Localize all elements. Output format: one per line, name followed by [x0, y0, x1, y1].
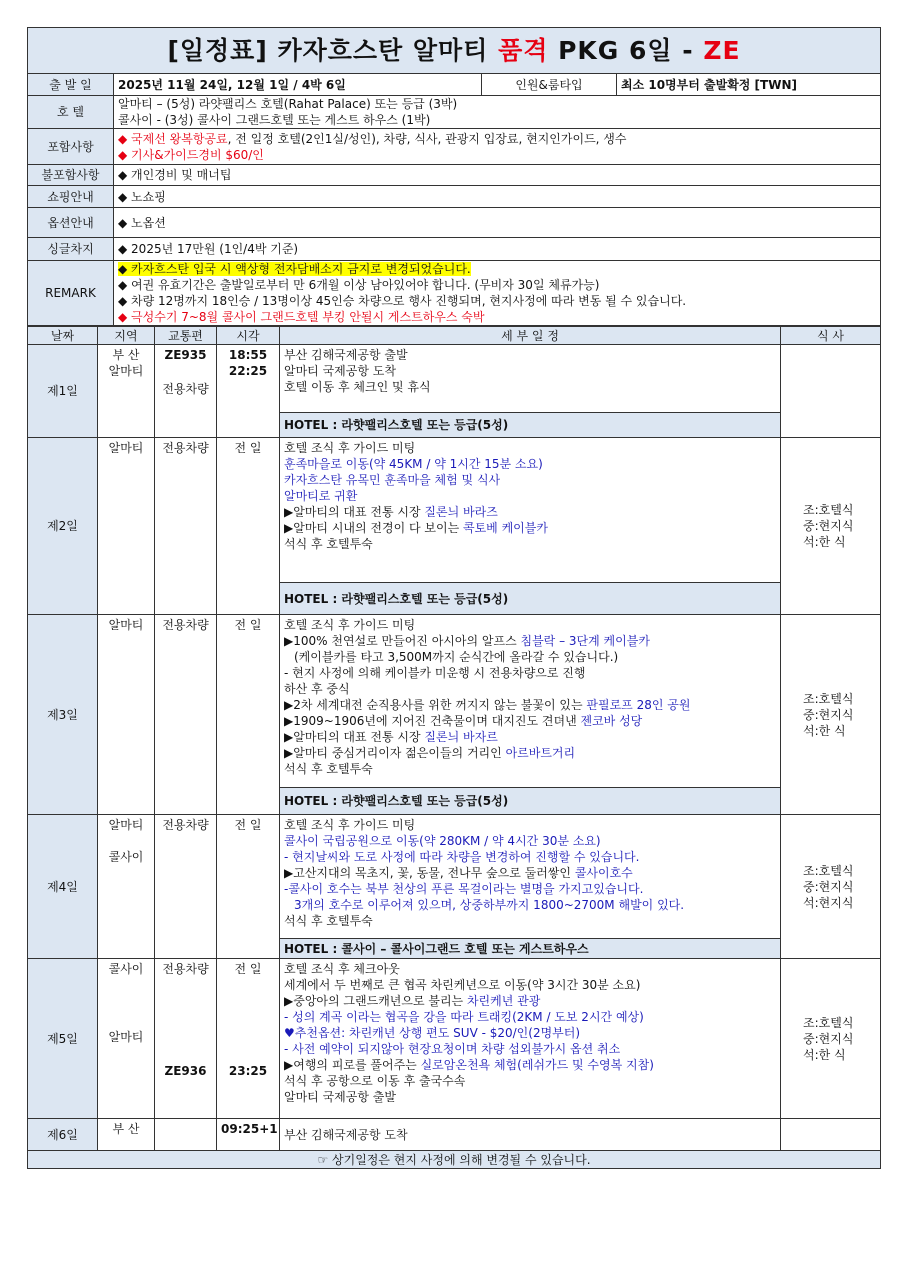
title-part4: ZE: [703, 36, 741, 65]
day2-line-6b: 콕토베 케이블카: [463, 521, 548, 535]
day2-line-1: 호텔 조식 후 가이드 미팅: [284, 441, 416, 455]
day3-line-2b: 침블락 – 3단계 케이블카: [520, 634, 650, 648]
day3-meal-1: 조:호텔식: [803, 691, 854, 706]
day3-line-4: - 현지 사정에 의해 케이블카 미운행 시 전용차량으로 진행: [284, 666, 586, 680]
day5-row: [28, 959, 881, 1119]
schedule-table: [27, 326, 881, 1169]
day5-line-1: 호텔 조식 후 체크아웃: [284, 962, 400, 976]
header-transport: 교통편: [155, 327, 217, 345]
day5-meal: [781, 959, 881, 1119]
day6-time-1: 09:25+1: [217, 1119, 280, 1151]
day5-line-4: - 성의 계곡 이라는 협곡을 강을 따라 트래킹(2KM / 도보 2시간 예상): [284, 1010, 644, 1024]
day3-line-10: 석식 후 호텔투숙: [284, 762, 373, 776]
room-value: 최소 10명부터 출발확정 [TWN]: [617, 74, 881, 96]
day5-detail: [280, 959, 781, 1119]
departure-label: 출 발 일: [28, 74, 114, 96]
day4-label: 제4일: [28, 815, 98, 959]
day5-meal-1: 조:호텔식: [803, 1015, 854, 1030]
title-part3: PKG 6일 -: [548, 36, 704, 65]
excluded-label: 불포함사항: [28, 165, 114, 186]
day4-line-5: -콜사이 호수는 북부 천상의 푸른 목걸이라는 별명을 가지고있습니다.: [284, 882, 644, 896]
day4-time-1: 전 일: [217, 815, 280, 959]
single-label: 싱글차지: [28, 238, 114, 261]
day2-meal: [781, 438, 881, 615]
day4-line-2: 콜사이 국립공원으로 이동(약 280KM / 약 4시간 30분 소요): [284, 834, 601, 848]
day6-transport: [155, 1119, 217, 1151]
day4-detail: [280, 815, 781, 939]
day5-time-2: 23:25: [228, 1064, 268, 1078]
itinerary-document: [27, 27, 881, 1169]
day5-time-1: 전 일: [234, 962, 262, 976]
day5-line-2: 세계에서 두 번째로 큰 협곡 차린케년으로 이동(약 3시간 30분 소요): [284, 978, 641, 992]
day1-hotel: HOTEL : 라햣팰리스호텔 또는 등급(5성): [280, 413, 781, 438]
room-label: 인원&룸타입: [482, 74, 617, 96]
day3-line-7a: ▶1909~1906년에 지어진 건축물이며 대지진도 견뎌낸: [284, 714, 581, 728]
day3-detail: [280, 615, 781, 788]
day1-label: 제1일: [28, 345, 98, 438]
departure-value: 2025년 11월 24일, 12월 1일 / 4박 6일: [114, 74, 482, 96]
day3-line-2a: ▶100% 천연설로 만들어진 아시아의 알프스: [284, 634, 521, 648]
day5-line-7b: 실로암온천욕 체험(레쉬가드 및 수영복 지참): [420, 1058, 654, 1072]
day4-line-3: - 현지날씨와 도로 사정에 따라 차량을 변경하여 진행할 수 있습니다.: [284, 850, 640, 864]
day3-line-8a: ▶알마티의 대표 전통 시장: [284, 730, 425, 744]
day4-transport-1: 전용차량: [155, 815, 217, 959]
day2-line-5a: ▶알마티의 대표 전통 시장: [284, 505, 425, 519]
option-value: ◆ 노옵션: [114, 208, 881, 238]
day1-line-3: 호텔 이동 후 체크인 및 휴식: [284, 380, 431, 394]
day4-line-4a: ▶고산지대의 목초지, 꽃, 동물, 전나무 숲으로 둘러쌓인: [284, 866, 575, 880]
footer-note: ☞ 상기일정은 현지 사정에 의해 변경될 수 있습니다.: [28, 1151, 881, 1169]
day5-label: 제5일: [28, 959, 98, 1119]
day3-line-9a: ▶알마티 중심거리이자 젊은이들의 거리인: [284, 746, 506, 760]
day4-meal: [781, 815, 881, 959]
day5-line-3a: ▶중앙아의 그랜드캐년으로 불리는: [284, 994, 467, 1008]
day5-meal-3: 석:한 식: [803, 1047, 846, 1062]
header-day: 날짜: [28, 327, 98, 345]
day5-line-8: 석식 후 공항으로 이동 후 출국수속: [284, 1074, 466, 1088]
day2-region-1: 알마티: [98, 438, 155, 615]
day5-line-3b: 차린케년 관광: [466, 994, 541, 1008]
day2-label: 제2일: [28, 438, 98, 615]
day3-transport-1: 전용차량: [155, 615, 217, 815]
schedule-header-row: [28, 327, 881, 345]
day3-line-6b: 판필로프 28인 공원: [586, 698, 691, 712]
day6-label: 제6일: [28, 1119, 98, 1151]
header-time: 시각: [217, 327, 280, 345]
included-label: 포함사항: [28, 129, 114, 165]
day1-transport-2: 전용차량: [162, 382, 209, 396]
day1-meal: [781, 345, 881, 438]
day3-row: [28, 615, 881, 788]
day4-meal-1: 조:호텔식: [803, 863, 854, 878]
day3-time-1: 전 일: [217, 615, 280, 815]
day2-meal-1: 조:호텔식: [803, 503, 854, 517]
remark-line-3: ◆ 차량 12명까지 18인승 / 13명이상 45인승 차량으로 행사 진행되며, 현지사정에 따라 변동 될 수 있습니다.: [118, 294, 687, 308]
day2-hotel: HOTEL : 라햣팰리스호텔 또는 등급(5성): [280, 583, 781, 615]
day5-transport-1: 전용차량: [162, 962, 209, 976]
footer-row: [28, 1151, 881, 1169]
header-meal: 식 사: [781, 327, 881, 345]
remark-line-1: ◆ 카자흐스탄 입국 시 액상형 전자담배소지 금지로 변경되었습니다.: [118, 262, 471, 276]
day6-row: [28, 1119, 881, 1151]
option-label: 옵션안내: [28, 208, 114, 238]
shopping-label: 쇼핑안내: [28, 186, 114, 208]
day2-line-5b: 질론늬 바라즈: [424, 505, 498, 519]
day4-region-1: 알마티: [108, 818, 144, 832]
day1-transport-1: ZE935: [164, 348, 207, 362]
remark-line-4: ◆ 극성수기 7~8월 콜사이 그랜드호텔 부킹 안될시 게스트하우스 숙박: [118, 310, 485, 324]
hotel-value: [114, 96, 881, 129]
day1-line-1: 부산 김해국제공항 출발: [284, 348, 408, 362]
day3-hotel: HOTEL : 라햣팰리스호텔 또는 등급(5성): [280, 788, 781, 815]
day2-meal-3: 석:한 식: [803, 535, 846, 549]
day2-meal-2: 중:현지식: [803, 519, 854, 533]
included-guide-fee: ◆ 기사&가이드경비 $60/인: [118, 147, 264, 162]
excluded-value: ◆ 개인경비 및 매너팁: [114, 165, 881, 186]
day3-line-7b: 젠코바 성당: [580, 714, 643, 728]
day6-meal: [781, 1119, 881, 1151]
remark-value: [114, 261, 881, 326]
day1-line-2: 알마티 국제공항 도착: [284, 364, 396, 378]
header-region: 지역: [98, 327, 155, 345]
day1-time-1: 18:55: [228, 348, 268, 362]
included-value: [114, 129, 881, 165]
shopping-value: ◆ 노쇼핑: [114, 186, 881, 208]
day2-line-2: 훈족마을로 이동(약 45KM / 약 1시간 15분 소요): [284, 457, 543, 471]
day5-line-7a: ▶여행의 피로를 풀어주는: [284, 1058, 421, 1072]
day2-line-3: 카자흐스탄 유목민 훈족마을 체험 및 식사: [284, 473, 501, 487]
single-value: ◆ 2025년 17만원 (1인/4박 기준): [114, 238, 881, 261]
day4-line-7: 석식 후 호텔투숙: [284, 914, 373, 928]
day5-transport-2: ZE936: [164, 1064, 207, 1078]
day5-line-6: - 사전 예약이 되지않아 현장요청이며 차량 섭외불가시 옵션 취소: [284, 1042, 621, 1056]
day5-region-2: 알마티: [108, 1030, 144, 1044]
day1-region-2: 알마티: [108, 364, 144, 378]
day5-line-9: 알마티 국제공항 출발: [284, 1090, 396, 1104]
remark-line-2: ◆ 여권 유효기간은 출발일로부터 만 6개월 이상 남아있어야 합니다. (무비자 30일 체류가능): [118, 278, 600, 292]
day1-row: [28, 345, 881, 413]
day4-meal-3: 석:현지식: [803, 895, 854, 910]
day4-meal-2: 중:현지식: [803, 879, 854, 894]
day4-region-2: 콜사이: [108, 850, 144, 864]
included-airfare: ◆ 국제선 왕복항공료: [118, 131, 228, 146]
day5-meal-2: 중:현지식: [803, 1031, 854, 1046]
day3-line-5: 하산 후 중식: [284, 682, 350, 696]
day1-time-2: 22:25: [228, 364, 268, 378]
day5-line-5: ♥추천옵션: 차린캐년 상행 편도 SUV - $20/인(2명부터): [284, 1026, 581, 1040]
included-rest: , 전 일정 호텔(2인1실/성인), 차량, 식사, 관광지 입장료, 현지인가이드, 생수: [227, 131, 627, 146]
day4-hotel: HOTEL : 콜사이 – 콜사이그랜드 호텔 또는 게스트하우스: [280, 939, 781, 959]
day2-line-4: 알마티로 귀환: [284, 489, 358, 503]
day4-row: [28, 815, 881, 939]
day3-line-1: 호텔 조식 후 가이드 미팅: [284, 618, 416, 632]
day3-line-3: (케이블카를 타고 3,500M까지 순식간에 올라갈 수 있습니다.): [294, 650, 619, 664]
day6-region-1: 부 산: [98, 1119, 155, 1151]
day3-region-1: 알마티: [98, 615, 155, 815]
hotel-line-1: 알마티 – (5성) 라얏팰리스 호텔(Rahat Palace) 또는 등급 (3박): [118, 97, 458, 111]
title-part2: 품격: [498, 36, 549, 65]
day3-line-6a: ▶2차 세계대전 순직용사를 위한 꺼지지 않는 불꽃이 있는: [284, 698, 587, 712]
day3-meal-2: 중:현지식: [803, 707, 854, 722]
day1-detail: [280, 345, 781, 413]
day3-meal-3: 석:한 식: [803, 723, 846, 738]
remark-label: REMARK: [28, 261, 114, 326]
hotel-line-2: 콜사이 - (3성) 콜사이 그랜드호텔 또는 게스트 하우스 (1박): [118, 113, 431, 127]
title-part1: [일정표] 카자흐스탄 알마티: [167, 36, 499, 65]
day3-meal: [781, 615, 881, 815]
day6-line-1: 부산 김해국제공항 도착: [280, 1119, 781, 1151]
day4-line-4b: 콜사이호수: [574, 866, 633, 880]
day2-transport-1: 전용차량: [155, 438, 217, 615]
header-detail: 세 부 일 정: [280, 327, 781, 345]
day3-line-8b: 질론늬 바자르: [424, 730, 498, 744]
day3-label: 제3일: [28, 615, 98, 815]
day3-line-9b: 아르바트거리: [505, 746, 576, 760]
day2-line-7: 석식 후 호텔투숙: [284, 537, 373, 551]
info-table: [27, 73, 881, 326]
day2-row: [28, 438, 881, 583]
page-title: [27, 27, 881, 73]
day2-time-1: 전 일: [217, 438, 280, 615]
day1-region-1: 부 산: [112, 348, 140, 362]
day5-region-1: 콜사이: [108, 962, 144, 976]
day2-line-6a: ▶알마티 시내의 전경이 다 보이는: [284, 521, 463, 535]
day4-line-6: 3개의 호수로 이루어져 있으며, 상중하부까지 1800~2700M 해발이 있다.: [294, 898, 685, 912]
hotel-label: 호 텔: [28, 96, 114, 129]
day4-line-1: 호텔 조식 후 가이드 미팅: [284, 818, 416, 832]
day2-detail: [280, 438, 781, 583]
